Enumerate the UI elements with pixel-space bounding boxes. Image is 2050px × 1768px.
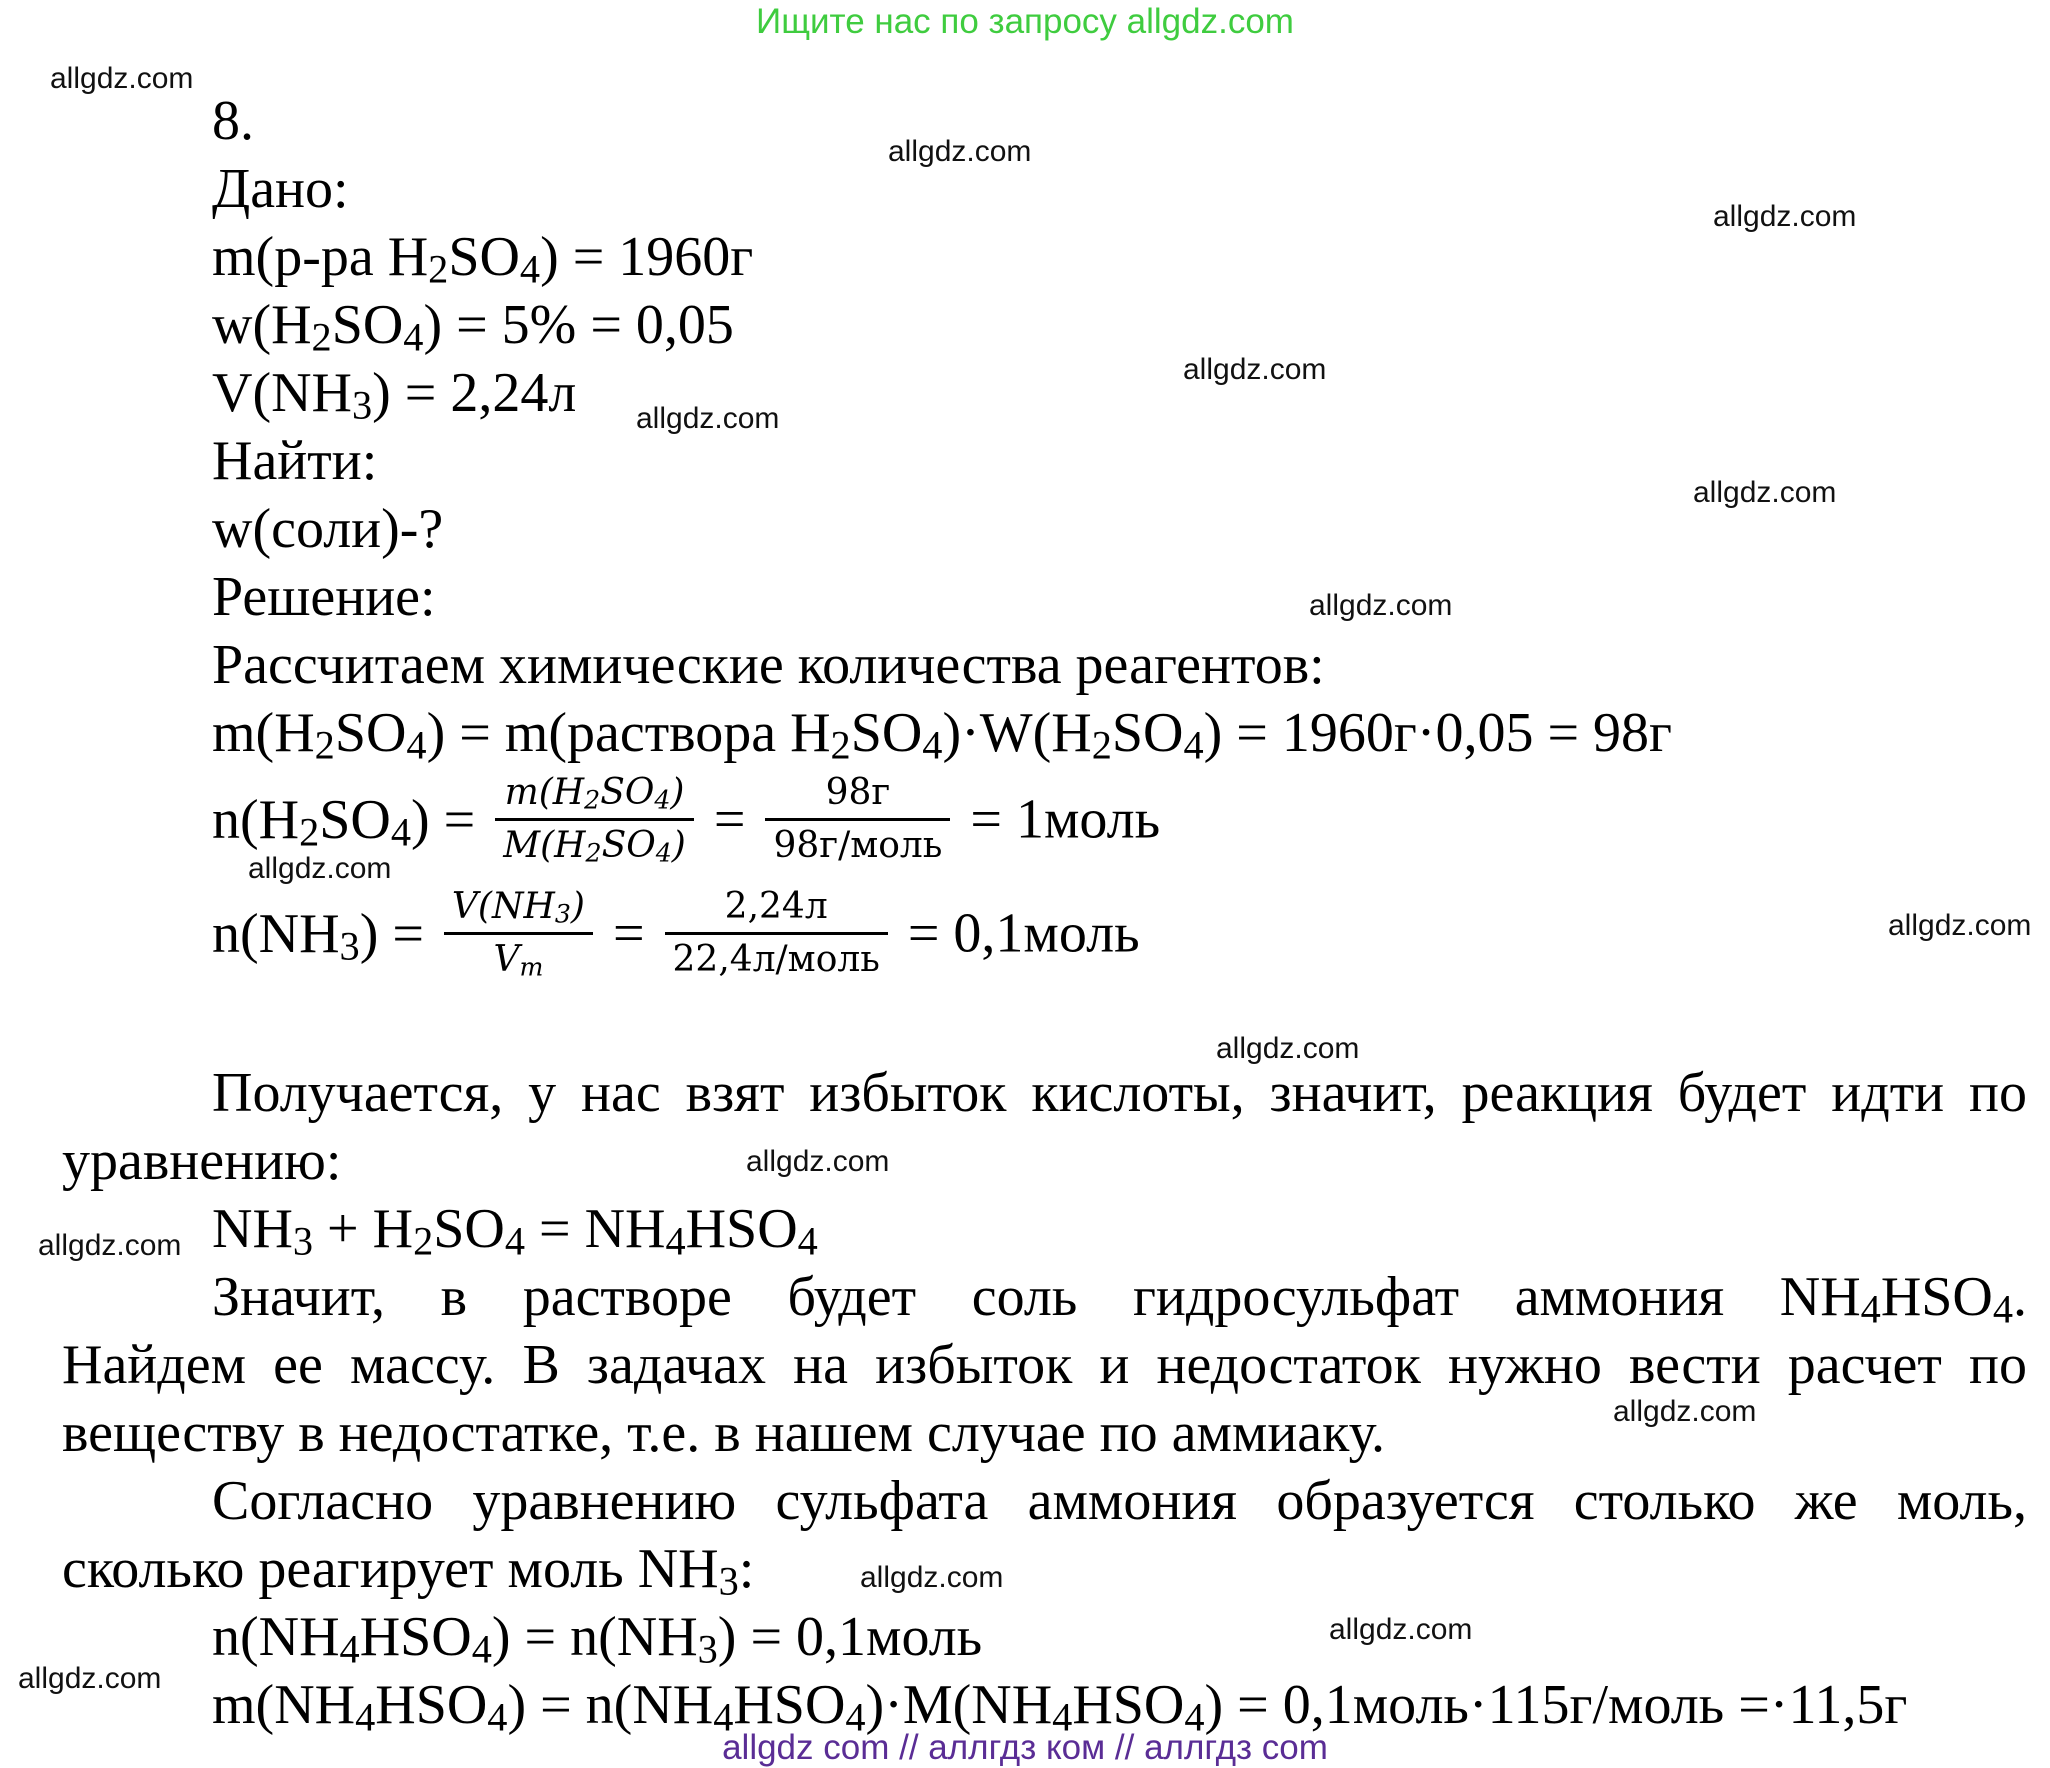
bottom-banner[interactable]: allgdz com // аллгдз ком // аллгдз com (722, 1728, 1328, 1767)
eq-moles-nh3: $n(NH_3)$ = $\frac{V(NH_3)}{V_m}$ = $\frac{2,24л}{\text{22,4л/моль}}$ = 0,1моль (212, 882, 1140, 985)
eq-mass-h2so4: $m(H_2SO_4)$ = m(раствора $H_2SO_4)\cdot W(H_2SO_4) = 1960г\cdot 0,05 = 98г$ (212, 702, 1673, 768)
watermark: allgdz.com (38, 1229, 182, 1262)
eq-moles-h2so4: $n(H_2SO_4)$ = $\frac{m(H_2SO_4)}{M(H_2SO_4)}$ = $\frac{98г}{\text{98г/моль}}$ = 1моль (212, 768, 1160, 871)
eq-mass-salt: $m(NH_4HSO_4) = n(NH_4HSO_4)\cdot M(NH_4HSO_4)$ = 0,1моль·115г/моль =·11,5г (212, 1674, 1908, 1740)
paragraph-salt-line2: Найдем ее массу. В задачах на избыток и недостаток нужно вести расчет по (62, 1334, 2027, 1396)
find-label: Найти: (212, 430, 378, 492)
fraction: $\frac{m(H_2SO_4)}{M(H_2SO_4)}$ (495, 768, 694, 871)
reaction-equation: $NH_3 + H_2SO_4 = NH_4HSO_4$ (212, 1198, 818, 1264)
fraction: $\frac{V(NH_3)}{V_m}$ (444, 882, 593, 985)
paragraph-excess-line2: уравнению: (62, 1130, 342, 1192)
watermark: allgdz.com (1693, 476, 1837, 509)
paragraph-ratio-line2: сколько реагирует моль $NH_3$: (62, 1538, 755, 1604)
watermark: allgdz.com (1713, 200, 1857, 233)
watermark: allgdz.com (1309, 589, 1453, 622)
task-number: 8. (212, 90, 254, 152)
paragraph-ratio-line1: Согласно уравнению сульфата аммония образуется столько же моль, (212, 1470, 2027, 1532)
solution-label: Решение: (212, 566, 436, 628)
paragraph-salt-line3: веществу в недостатке, т.е. в нашем случае по аммиаку. (62, 1402, 1385, 1464)
given-volume: $V(NH_3) = 2,24л$ (212, 362, 577, 428)
eq-moles-salt: $n(NH_4HSO_4) = n(NH_3)$ = 0,1моль (212, 1606, 983, 1672)
watermark: allgdz.com (248, 852, 392, 885)
given-solution-mass: m(р-ра $H_2SO_4) = 1960г$ (212, 226, 754, 292)
paragraph-excess-line1: Получается, у нас взят избыток кислоты, значит, реакция будет идти по (212, 1062, 2027, 1124)
paragraph-salt-line1: Значит, в растворе будет соль гидросульфат аммония $NH_4HSO_4$. (212, 1266, 2027, 1332)
watermark: allgdz.com (860, 1561, 1004, 1594)
find-target: w(соли)-? (212, 498, 444, 560)
calc-intro: Рассчитаем химические количества реагентов: (212, 634, 1325, 696)
watermark: allgdz.com (1183, 353, 1327, 386)
fraction: $\frac{2,24л}{\text{22,4л/моль}}$ (665, 882, 888, 985)
given-mass-fraction: $w(H_2SO_4) = 5\% = 0,05$ (212, 294, 734, 360)
given-label: Дано: (212, 158, 349, 220)
watermark: allgdz.com (50, 62, 194, 95)
fraction: $\frac{98г}{\text{98г/моль}}$ (765, 768, 950, 871)
watermark: allgdz.com (1216, 1032, 1360, 1065)
watermark: allgdz.com (1329, 1613, 1473, 1646)
top-banner[interactable]: Ищите нас по запросу allgdz.com (756, 2, 1294, 41)
watermark: allgdz.com (18, 1662, 162, 1695)
watermark: allgdz.com (1613, 1395, 1757, 1428)
watermark: allgdz.com (746, 1145, 890, 1178)
watermark: allgdz.com (636, 402, 780, 435)
watermark: allgdz.com (888, 135, 1032, 168)
watermark: allgdz.com (1888, 909, 2032, 942)
